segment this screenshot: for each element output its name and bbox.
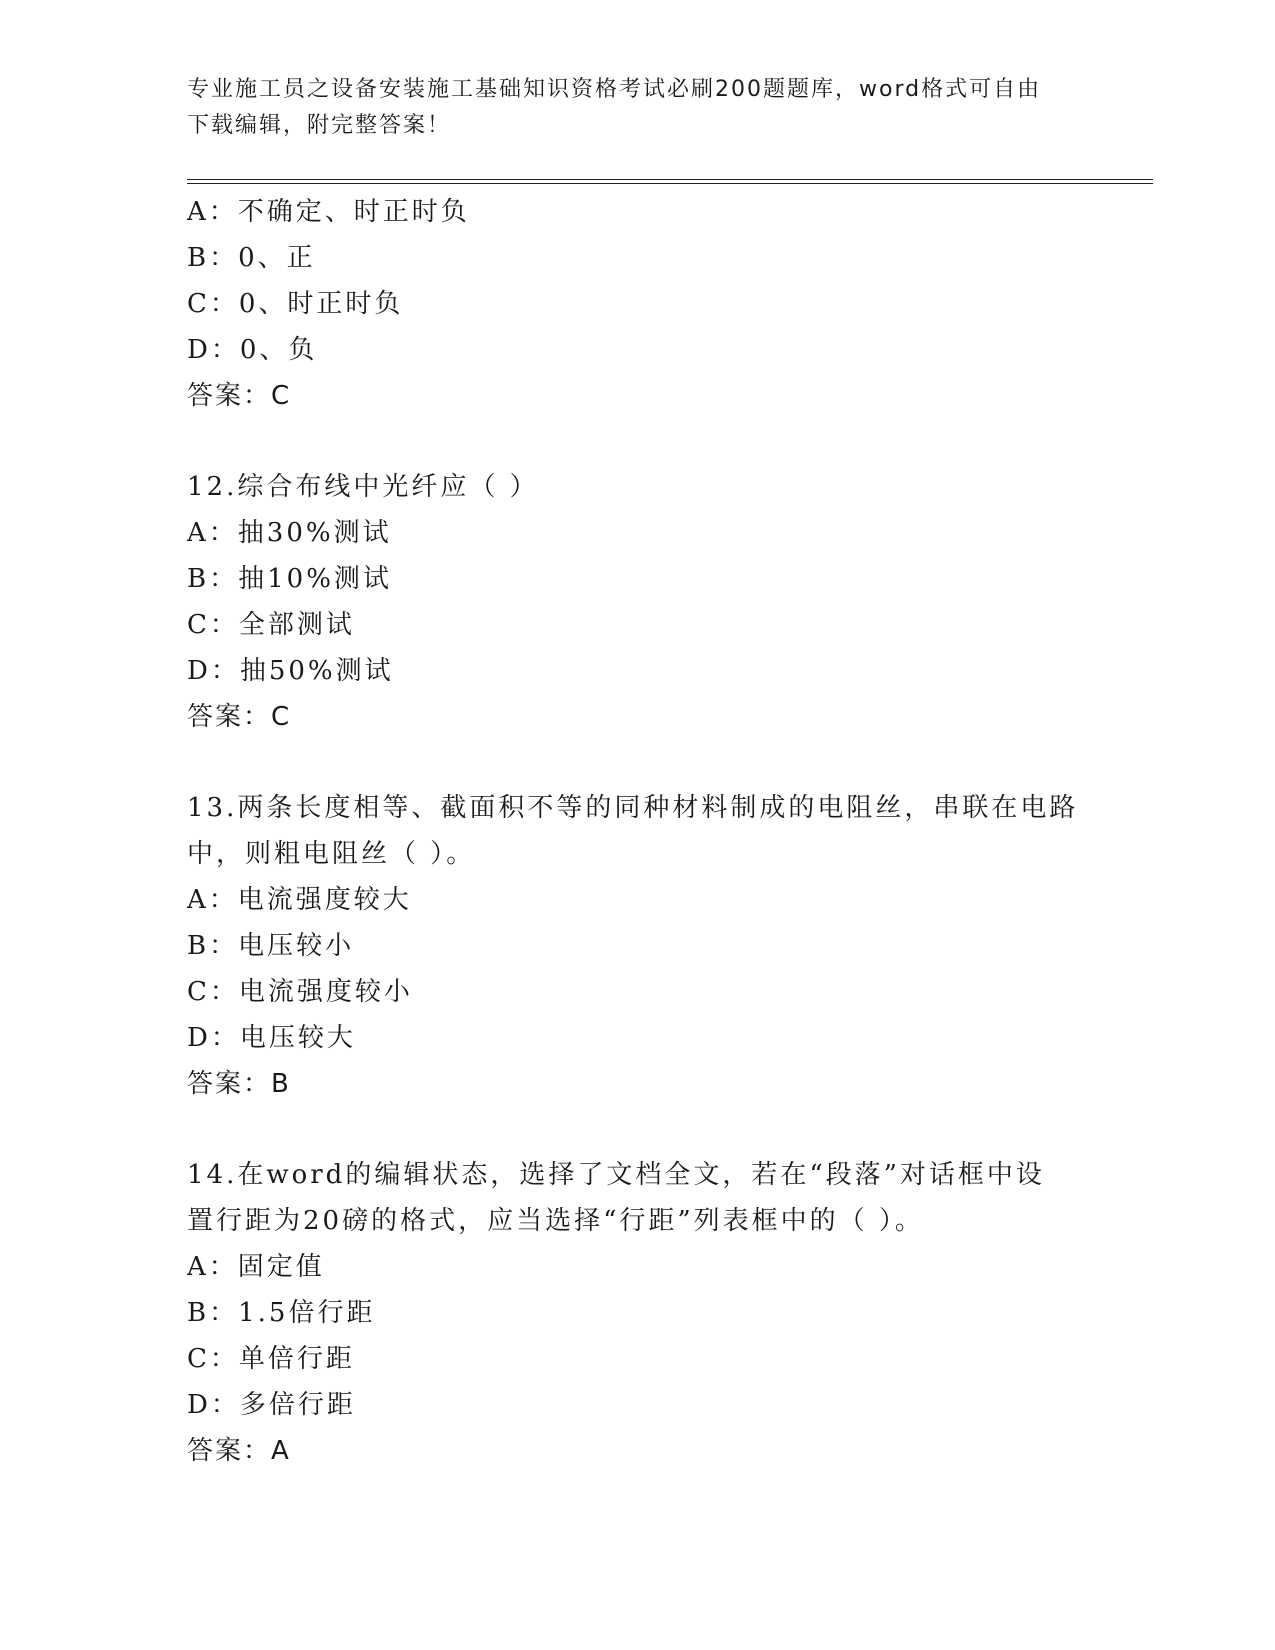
document-header [187, 72, 1087, 144]
option-b: B：电压较小 [187, 931, 355, 961]
option-d: D：抽50%测试 [187, 656, 394, 686]
question-stem-line-2: 置行距为20磅的格式，应当选择“行距”列表框中的（ ）。 [187, 1206, 924, 1236]
header-line-1: 专业施工员之设备安装施工基础知识资格考试必刷200题题库，word格式可自由 [187, 77, 1042, 102]
header-line-2: 下载编辑，附完整答案！ [187, 113, 452, 138]
header-rule-top [187, 179, 1153, 180]
question-11 [187, 189, 1087, 419]
option-d: D：电压较大 [187, 1023, 356, 1053]
option-d: D：0、负 [187, 335, 318, 365]
option-a: A：电流强度较大 [187, 885, 412, 915]
option-b: B：1.5倍行距 [187, 1298, 376, 1328]
question-13 [187, 785, 1087, 1107]
question-stem-line-2: 中，则粗电阻丝（ ）。 [187, 839, 476, 869]
document-body [187, 189, 1087, 1474]
option-c: C：电流强度较小 [187, 977, 413, 1007]
answer: 答案：C [187, 381, 292, 411]
answer: 答案：B [187, 1069, 291, 1099]
option-d: D：多倍行距 [187, 1390, 356, 1420]
option-c: C：全部测试 [187, 610, 355, 640]
answer: 答案：C [187, 702, 292, 732]
option-a: A：不确定、时正时负 [187, 197, 470, 227]
option-b: B：抽10%测试 [187, 564, 392, 594]
option-a: A：固定值 [187, 1252, 325, 1282]
question-14 [187, 1152, 1087, 1474]
header-rule-bottom [187, 183, 1153, 184]
option-a: A：抽30%测试 [187, 518, 392, 548]
option-b: B：0、正 [187, 243, 316, 273]
question-stem: 12.综合布线中光纤应（ ） [187, 472, 539, 502]
option-c: C：单倍行距 [187, 1344, 355, 1374]
question-12 [187, 464, 1087, 740]
question-stem-line-1: 13.两条长度相等、截面积不等的同种材料制成的电阻丝，串联在电路 [187, 793, 1079, 823]
answer: 答案：A [187, 1436, 291, 1466]
option-c: C：0、时正时负 [187, 289, 404, 319]
question-stem-line-1: 14.在word的编辑状态，选择了文档全文，若在“段落”对话框中设 [187, 1160, 1045, 1190]
